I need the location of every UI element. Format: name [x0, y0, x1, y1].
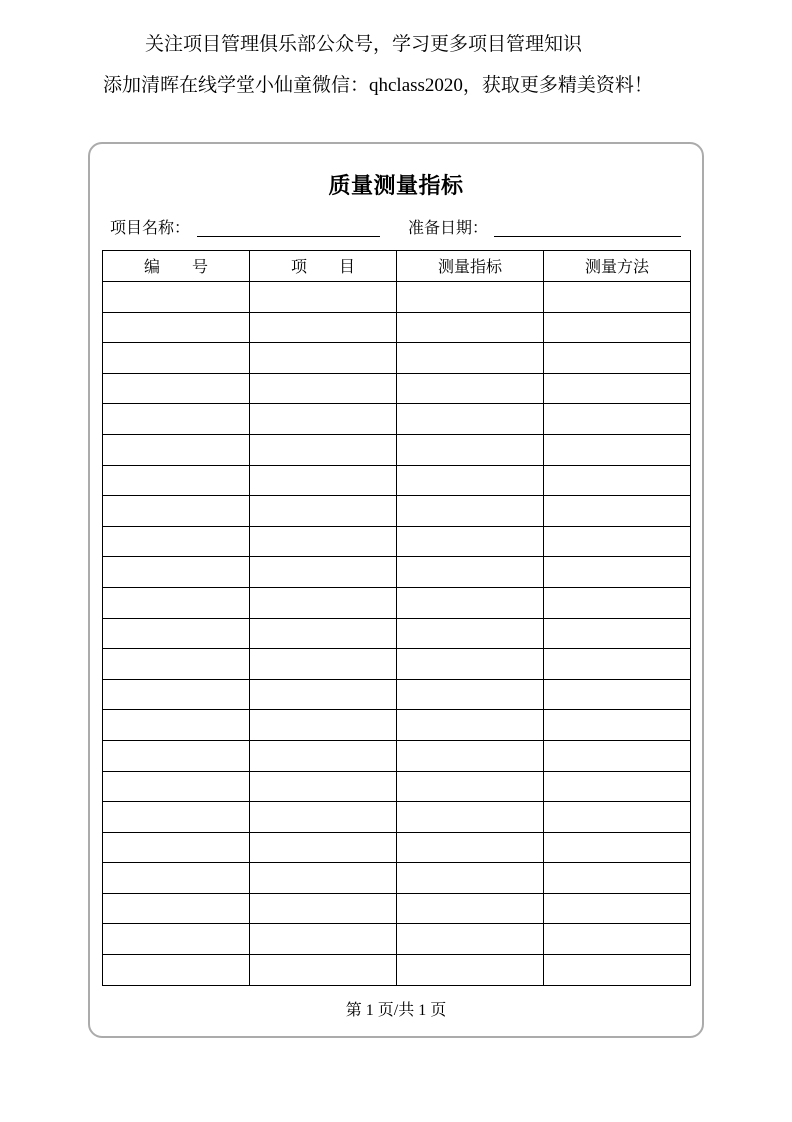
- table-cell-indicator: [397, 772, 544, 803]
- table-cell-indicator: [397, 649, 544, 680]
- table-cell-number: [103, 588, 250, 619]
- table-cell-indicator: [397, 741, 544, 772]
- table-cell-item: [250, 772, 397, 803]
- table-cell-number: [103, 894, 250, 925]
- table-cell-item: [250, 741, 397, 772]
- table-cell-indicator: [397, 404, 544, 435]
- table-cell-method: [544, 955, 691, 986]
- table-cell-method: [544, 863, 691, 894]
- table-cell-indicator: [397, 619, 544, 650]
- table-cell-number: [103, 619, 250, 650]
- table-cell-item: [250, 680, 397, 711]
- table-cell-indicator: [397, 435, 544, 466]
- header-number: 编 号: [103, 251, 250, 282]
- table-cell-method: [544, 527, 691, 558]
- table-cell-method: [544, 435, 691, 466]
- page-footer: 第 1 页/共 1 页: [345, 1002, 447, 1019]
- measurement-table: [102, 250, 691, 986]
- notice-line-2: 添加清晖在线学堂小仙童微信：qhclass2020，获取更多精美资料！: [103, 75, 653, 96]
- table-cell-method: [544, 619, 691, 650]
- table-cell-indicator: [397, 466, 544, 497]
- table-cell-method: [544, 343, 691, 374]
- form-card: [88, 142, 704, 1038]
- table-cell-method: [544, 466, 691, 497]
- table-cell-number: [103, 527, 250, 558]
- table-cell-number: [103, 863, 250, 894]
- table-cell-item: [250, 374, 397, 405]
- table-cell-method: [544, 404, 691, 435]
- header-indicator: 测量指标: [397, 251, 544, 282]
- table-cell-method: [544, 710, 691, 741]
- table-cell-indicator: [397, 282, 544, 313]
- table-cell-item: [250, 710, 397, 741]
- prepare-date-label: 准备日期：: [408, 220, 489, 237]
- table-cell-method: [544, 894, 691, 925]
- table-cell-method: [544, 313, 691, 344]
- table-cell-item: [250, 955, 397, 986]
- table-cell-method: [544, 557, 691, 588]
- table-cell-item: [250, 496, 397, 527]
- table-cell-method: [544, 374, 691, 405]
- project-name-label: 项目名称：: [110, 220, 191, 237]
- table-cell-number: [103, 435, 250, 466]
- header-method: 测量方法: [544, 251, 691, 282]
- table-cell-item: [250, 833, 397, 864]
- table-cell-number: [103, 924, 250, 955]
- table-cell-number: [103, 955, 250, 986]
- table-cell-number: [103, 496, 250, 527]
- table-cell-method: [544, 741, 691, 772]
- table-cell-number: [103, 833, 250, 864]
- table-cell-method: [544, 924, 691, 955]
- table-cell-method: [544, 588, 691, 619]
- table-cell-item: [250, 313, 397, 344]
- table-cell-number: [103, 802, 250, 833]
- table-cell-number: [103, 680, 250, 711]
- table-cell-item: [250, 863, 397, 894]
- table-cell-indicator: [397, 374, 544, 405]
- table-cell-item: [250, 649, 397, 680]
- project-name-field: [197, 216, 380, 237]
- table-cell-indicator: [397, 833, 544, 864]
- form-title: 质量测量指标: [328, 173, 464, 198]
- table-cell-method: [544, 833, 691, 864]
- table-cell-item: [250, 404, 397, 435]
- table-cell-method: [544, 802, 691, 833]
- table-cell-number: [103, 404, 250, 435]
- table-cell-indicator: [397, 680, 544, 711]
- table-cell-number: [103, 557, 250, 588]
- table-cell-indicator: [397, 863, 544, 894]
- table-cell-number: [103, 466, 250, 497]
- table-cell-indicator: [397, 527, 544, 558]
- table-cell-method: [544, 649, 691, 680]
- table-cell-item: [250, 466, 397, 497]
- table-cell-number: [103, 374, 250, 405]
- table-cell-item: [250, 282, 397, 313]
- table-cell-number: [103, 343, 250, 374]
- table-cell-number: [103, 772, 250, 803]
- table-cell-item: [250, 435, 397, 466]
- table-cell-item: [250, 619, 397, 650]
- table-cell-item: [250, 924, 397, 955]
- table-cell-indicator: [397, 557, 544, 588]
- table-cell-method: [544, 496, 691, 527]
- notice-line-1: 关注项目管理俱乐部公众号，学习更多项目管理知识: [145, 34, 583, 55]
- table-cell-item: [250, 527, 397, 558]
- table-cell-item: [250, 802, 397, 833]
- table-cell-number: [103, 282, 250, 313]
- table-cell-indicator: [397, 343, 544, 374]
- header-item: 项 目: [250, 251, 397, 282]
- table-cell-number: [103, 710, 250, 741]
- prepare-date-field: [494, 216, 681, 237]
- table-cell-indicator: [397, 588, 544, 619]
- table-cell-method: [544, 772, 691, 803]
- table-cell-item: [250, 343, 397, 374]
- table-cell-method: [544, 282, 691, 313]
- table-cell-indicator: [397, 955, 544, 986]
- table-cell-item: [250, 588, 397, 619]
- table-cell-indicator: [397, 894, 544, 925]
- table-cell-indicator: [397, 710, 544, 741]
- table-cell-indicator: [397, 496, 544, 527]
- table-cell-item: [250, 557, 397, 588]
- table-cell-indicator: [397, 924, 544, 955]
- table-cell-item: [250, 894, 397, 925]
- table-cell-number: [103, 313, 250, 344]
- table-cell-method: [544, 680, 691, 711]
- table-cell-indicator: [397, 313, 544, 344]
- table-cell-number: [103, 649, 250, 680]
- table-cell-indicator: [397, 802, 544, 833]
- table-cell-number: [103, 741, 250, 772]
